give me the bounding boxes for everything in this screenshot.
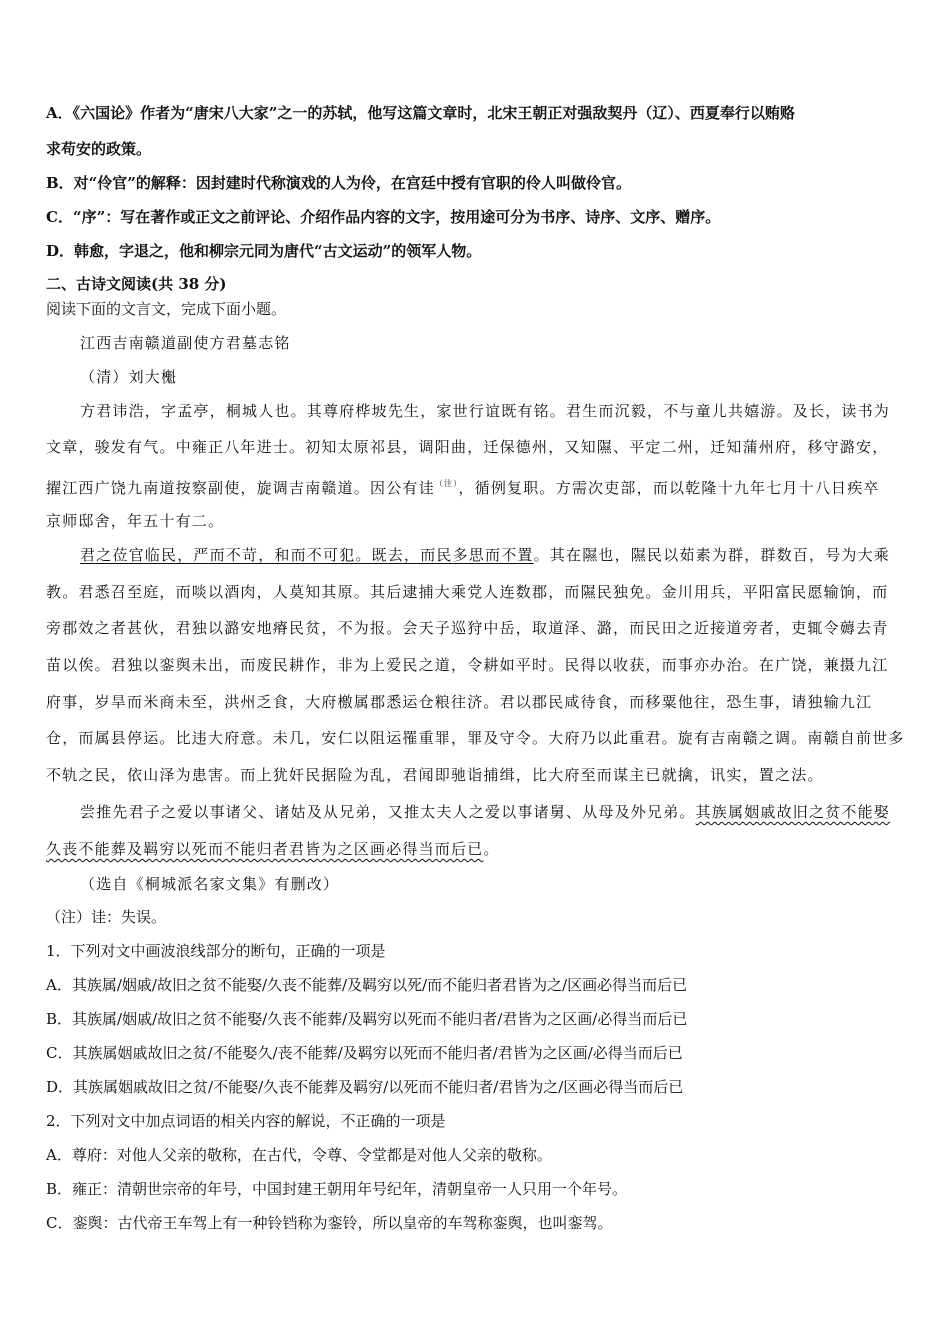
passage-p2-line1 xyxy=(80,545,890,565)
option-b: B．对“伶官”的解释：因封建时代称演戏的人为伶，在宫廷中授有官职的伶人叫做伶官。 xyxy=(46,174,631,192)
p3-line2-rest: 。 xyxy=(483,840,500,858)
note-marker: （注） xyxy=(434,479,459,488)
passage-p1-line2: 文章，骏发有气。中雍正八年进士。初知太原祁县，调阳曲，迁保德州，又知隰、平定二州，迁知蒲州府，移守潞安， xyxy=(46,438,889,456)
passage-p2-line6: 仓，而属县停运。比违大府意。未几，安仁以阻运罹重罪，罪及守令。大府乃以此重君。旋有吉南赣之调。南赣自前世多 xyxy=(46,729,905,747)
option-a-line2: 求苟安的政策。 xyxy=(46,140,152,158)
q2-option-a: A．尊府：对他人父亲的敬称，在古代，令尊、令堂都是对他人父亲的敬称。 xyxy=(46,1146,552,1164)
q1-option-d: D．其族属姻戚故旧之贫/不能娶/久丧不能葬及羁穷/以死而不能归者/君皆为之/区画必得当而后已 xyxy=(46,1078,684,1096)
section-heading: 二、古诗文阅读(共 38 分) xyxy=(46,275,227,293)
p1-line3-part-b: ，循例复职。方需次吏部，而以乾隆十九年七月十八日疾卒 xyxy=(458,479,880,497)
passage-p1-line3 xyxy=(46,474,880,498)
option-c: C．“序”：写在著作或正文之前评论、介绍作品内容的文字，按用途可分为书序、诗序、文序、赠序。 xyxy=(46,208,721,226)
passage-source: （选自《桐城派名家文集》有删改） xyxy=(80,875,340,893)
passage-p1-line1: 方君讳浩，字孟亭，桐城人也。其尊府桦坡先生，家世行谊既有铭。君生而沉毅，不与童儿共嬉游。及长，读书为 xyxy=(80,402,891,420)
passage-p2-line4: 苗以俟。君独以銮舆未出，而废民耕作，非为上爱民之道，令耕如平时。民得以收获，而事亦办治。在广饶，兼摄九江 xyxy=(46,656,889,674)
passage-title: 江西吉南赣道副使方君墓志铭 xyxy=(80,334,291,352)
q2-option-c: C．銮舆：古代帝王车驾上有一种铃铛称为銮铃，所以皇帝的车驾称銮舆，也叫銮驾。 xyxy=(46,1214,613,1232)
passage-p2-line2: 教。君悉召至庭，而啖以酒肉，人莫知其原。其后逮捕大乘党人连数郡，而隰民独免。金川用兵，平阳富民愿输饷，而 xyxy=(46,583,889,601)
passage-p3-line1 xyxy=(80,802,890,822)
passage-p3-line2 xyxy=(46,839,500,859)
passage-p2-line7: 不轨之民，依山泽为患害。而上犹奸民据险为乱，君闻即驰诣捕缉，比大府至而谋主已就擒，讯实，置之法。 xyxy=(46,766,824,784)
passage-p2-line5: 府事，岁旱而米商未至，洪州乏食，大府檄属郡悉运仓粮往济。君以郡民咸待食，而移粟他往，恐生事，请独输九江 xyxy=(46,693,873,711)
p2-line1-rest: 。其在隰也，隰民以茹素为群，群数百，号为大乘 xyxy=(533,546,891,564)
passage-p1-line4: 京师邸舍，年五十有二。 xyxy=(46,512,225,530)
wavy-sentence-part1: 其族属姻戚故旧之贫不能娶 xyxy=(695,803,891,821)
wavy-sentence-part2: 久丧不能葬及羁穷以死而不能归者君皆为之区画必得当而后已 xyxy=(46,840,484,858)
q1-option-b: B．其族属/姻戚/故旧之贫不能娶/久丧不能葬/及羁穷以死而不能归者/君皆为之区画/必得当而后已 xyxy=(46,1010,688,1028)
option-a-line1: A．《六国论》作者为“唐宋八大家”之一的苏轼，他写这篇文章时，北宋王朝正对强敌契丹（辽）、西夏奉行以贿赂 xyxy=(46,104,795,122)
q2-option-b: B．雍正：清朝世宗帝的年号，中国封建王朝用年号纪年，清朝皇帝一人只用一个年号。 xyxy=(46,1180,628,1198)
section-instruction: 阅读下面的文言文，完成下面小题。 xyxy=(46,300,287,318)
q1-option-c: C．其族属姻戚故旧之贫/不能娶久/丧不能葬/及羁穷以死而不能归者/君皆为之区画/必得当而后已 xyxy=(46,1044,683,1062)
underlined-sentence: 君之莅官临民，严而不苛，和而不可犯。既去，而民多思而不置 xyxy=(80,546,534,564)
option-d: D．韩愈，字退之，他和柳宗元同为唐代“古文运动”的领军人物。 xyxy=(46,242,482,260)
p1-line3-part-a: 擢江西广饶九南道按察副使，旋调吉南赣道。因公有诖 xyxy=(46,479,435,497)
passage-p2-line3: 旁郡效之者甚伙，君独以潞安地瘠民贫，不为报。会天子巡狩中岳，取道泽、潞，而民田之近接道旁者，吏辄令薅去青 xyxy=(46,619,889,637)
p3-line1-part-a: 尝推先君子之爱以事诸父、诸姑及从兄弟，又推太夫人之爱以事诸舅、从母及外兄弟。 xyxy=(80,803,696,821)
passage-author: （清）刘大櫆 xyxy=(80,368,178,386)
q2-stem: 2．下列对文中加点词语的相关内容的解说，不正确的一项是 xyxy=(46,1112,446,1130)
q1-stem: 1．下列对文中画波浪线部分的断句，正确的一项是 xyxy=(46,942,386,960)
q1-option-a: A．其族属/姻戚/故旧之贫不能娶/久丧不能葬/及羁穷以死/而不能归者君皆为之/区画必得当而后已 xyxy=(46,976,688,994)
footnote: （注）诖：失误。 xyxy=(46,908,167,926)
